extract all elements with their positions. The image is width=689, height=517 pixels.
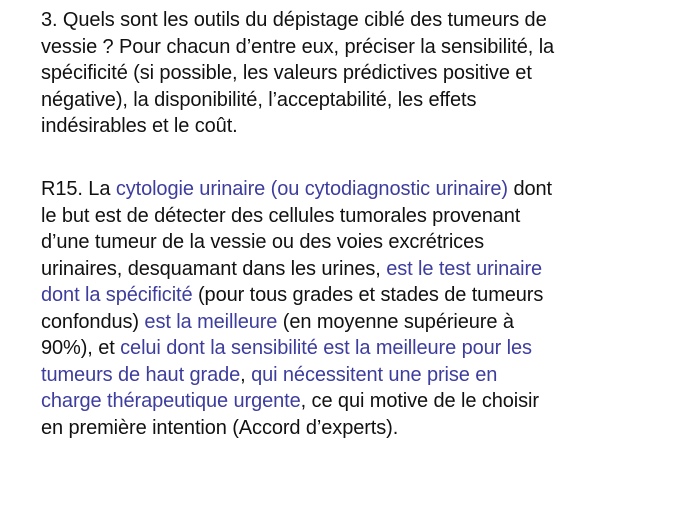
answer-line <box>41 176 681 203</box>
answer-highlight: celui dont la sensibilité est la meilleure pour les <box>120 337 532 359</box>
answer-line <box>41 388 681 415</box>
question-line: vessie ? Pour chacun d’entre eux, préciser la sensibilité, la <box>41 35 555 58</box>
question-line: négative), la disponibilité, l’acceptabilité, les effets <box>41 88 477 111</box>
question-line: indésirables et le coût. <box>41 115 238 137</box>
answer-text: , <box>240 363 252 386</box>
answer-highlight: charge thérapeutique urgente <box>41 390 301 412</box>
answer-text: d’une tumeur de la vessie ou des voies excrétrices <box>41 231 485 253</box>
answer-line <box>41 229 681 256</box>
answer-line <box>41 203 681 230</box>
answer-text: (pour tous grades et stades de tumeurs <box>192 284 544 306</box>
answer-line <box>41 362 681 389</box>
answer-text: confondus) <box>41 310 145 333</box>
answer-paragraph <box>41 176 681 441</box>
answer-text: le but est de détecter des cellules tumorales provenant <box>41 204 521 227</box>
answer-highlight: est la meilleure <box>144 310 278 333</box>
answer-text: (en moyenne supérieure à <box>277 310 514 333</box>
answer-line <box>41 415 681 442</box>
answer-text: , ce qui motive de le choisir <box>300 390 539 412</box>
answer-line <box>41 256 681 283</box>
answer-text: dont <box>507 178 552 200</box>
answer-text: R15. La <box>41 178 116 200</box>
answer-highlight: dont la spécificité <box>41 284 193 306</box>
answer-highlight: est le test urinaire <box>386 257 543 280</box>
question-paragraph <box>41 7 681 140</box>
answer-highlight: tumeurs de haut grade <box>41 363 241 386</box>
answer-text: urinaires, desquamant dans les urines, <box>41 257 387 280</box>
answer-text: en première intention (Accord d’experts). <box>41 416 399 439</box>
answer-line <box>41 282 681 309</box>
answer-line <box>41 309 681 336</box>
answer-line <box>41 335 681 362</box>
question-line: spécificité (si possible, les valeurs prédictives positive et <box>41 62 532 84</box>
answer-highlight: qui nécessitent une prise en <box>251 363 498 386</box>
answer-text: 90%), et <box>41 337 121 359</box>
question-line: 3. Quels sont les outils du dépistage ciblé des tumeurs de <box>41 9 547 31</box>
answer-highlight: cytologie urinaire (ou cytodiagnostic urinaire) <box>115 178 508 200</box>
